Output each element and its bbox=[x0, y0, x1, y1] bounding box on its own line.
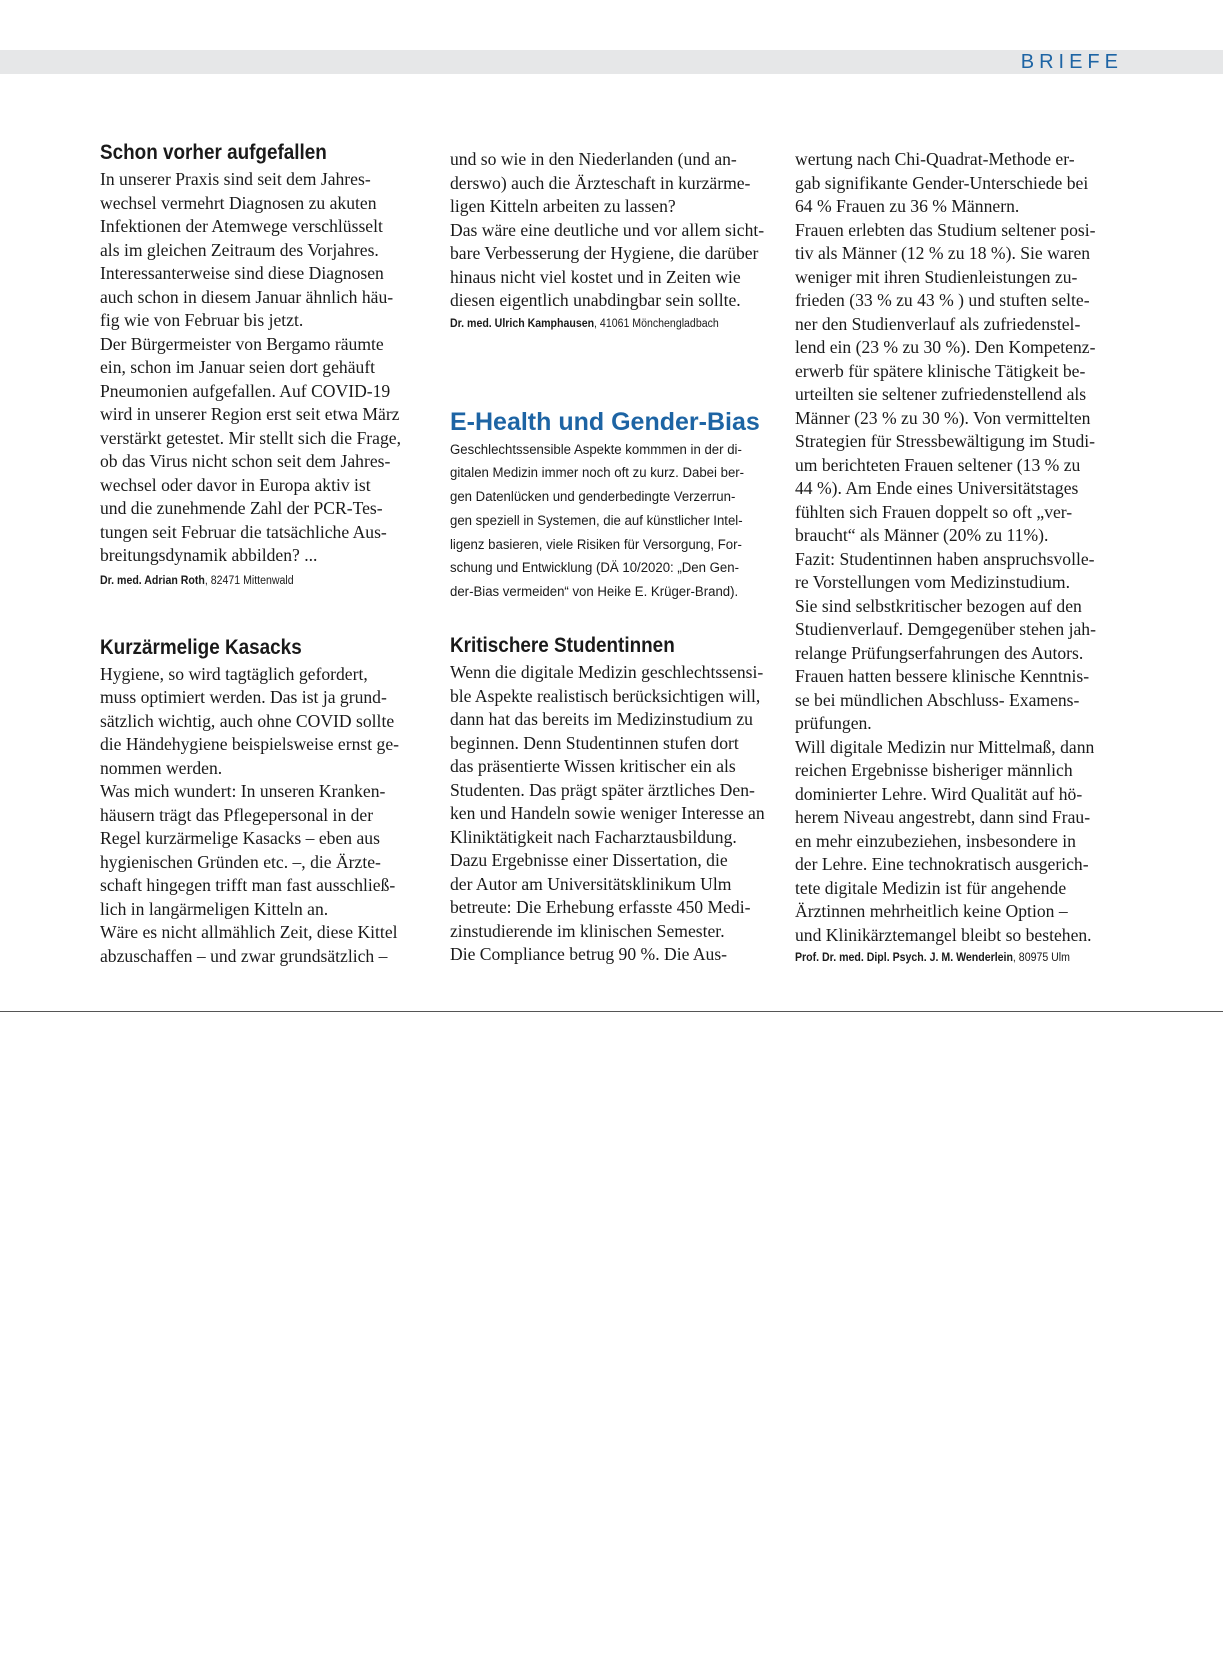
letter-3-line: prüfungen. bbox=[795, 713, 872, 733]
letter-1-signature bbox=[100, 572, 404, 590]
topic-lead-line: gen Datenlücken und genderbedingte Verzerrun- bbox=[450, 489, 736, 506]
letter-2-line: die Händehygiene beispielsweise ernst ge- bbox=[100, 734, 399, 754]
topic-lead-line: Geschlechtssensible Aspekte kommmen in der di- bbox=[450, 441, 742, 458]
topic-lead-line: der-Bias vermeiden“ von Heike E. Krüger-Brand). bbox=[450, 584, 739, 601]
letter-3-signature bbox=[795, 949, 1099, 967]
letter-3-line: herem Niveau angestrebt, dann sind Frau- bbox=[795, 807, 1091, 827]
letter-1-line: verstärkt getestet. Mir stellt sich die Frage, bbox=[100, 427, 401, 448]
letter-3-line: weniger mit ihren Studienleistungen zu- bbox=[795, 266, 1078, 287]
letter-2-line: und so wie in den Niederlanden (und an- bbox=[450, 149, 737, 169]
letter-3-line: erwerb für spätere klinische Tätigkeit be- bbox=[795, 360, 1086, 381]
letter-1-line: auch schon in diesem Januar ähnlich häu- bbox=[100, 286, 394, 307]
column-1 bbox=[100, 138, 430, 968]
letter-3-line: der Autor am Universitätsklinikum Ulm bbox=[450, 873, 732, 894]
letter-1-author: Dr. med. Adrian Roth bbox=[100, 574, 205, 587]
letter-1-title: Schon vorher aufgefallen bbox=[100, 141, 327, 164]
letter-3-line: se bei mündlichen Abschluss- Examens- bbox=[795, 689, 1080, 710]
letter-2-line: Regel kurzärmelige Kasacks – eben aus bbox=[100, 828, 380, 848]
letter-3-line: ner den Studienverlauf als zufriedenstel- bbox=[795, 313, 1081, 334]
column-2 bbox=[450, 148, 780, 967]
letter-3-line: tete digitale Medizin ist für angehende bbox=[795, 877, 1067, 898]
letter-3-line: wertung nach Chi-Quadrat-Methode er- bbox=[795, 149, 1075, 169]
letter-2-line: hinaus nicht viel kostet und in Zeiten wie bbox=[450, 266, 741, 287]
topic-lead-line: gen speziell in Systemen, die auf künstlicher Intel- bbox=[450, 512, 743, 529]
letter-2-line: derswo) auch die Ärzteschaft in kurzärme- bbox=[450, 172, 751, 193]
letter-3-line: dann hat das bereits im Medizinstudium zu bbox=[450, 709, 753, 730]
letter-3-line: reichen Ergebnisse bisheriger männlich bbox=[795, 760, 1073, 780]
letter-3-line: Dazu Ergebnisse einer Dissertation, die bbox=[450, 850, 728, 871]
letter-2-title: Kurzärmelige Kasacks bbox=[100, 635, 302, 659]
letter-3-line: das präsentierte Wissen kritischer ein als bbox=[450, 756, 736, 777]
letter-3-line: Wenn die digitale Medizin geschlechtssensi- bbox=[450, 662, 764, 683]
letter-3-author: Prof. Dr. med. Dipl. Psych. J. M. Wenderlein bbox=[795, 952, 1013, 964]
letter-3-line: ble Aspekte realistisch berücksichtigen will, bbox=[450, 685, 761, 706]
section-label: BRIEFE bbox=[1020, 51, 1123, 73]
letter-2-line: schaft hingegen trifft man fast ausschließ- bbox=[100, 875, 396, 895]
letter-2-line: bare Verbesserung der Hygiene, die darüber bbox=[450, 243, 759, 263]
letter-2-line: lich in langärmeligen Kitteln an. bbox=[100, 898, 329, 919]
letter-3-line: zinstudierende im klinischen Semester. bbox=[450, 920, 725, 941]
letter-3-line: 64 % Frauen zu 36 % Männern. bbox=[795, 196, 1020, 216]
topic-lead-line: gitalen Medizin immer noch oft zu kurz. Dabei ber- bbox=[450, 465, 745, 482]
letter-2-body-part-1 bbox=[100, 663, 430, 969]
letter-1-line: ob das Virus nicht schon seit dem Jahres- bbox=[100, 451, 391, 471]
letter-2-line: Das wäre eine deutliche und vor allem sicht- bbox=[450, 219, 765, 240]
letter-1-line: als im gleichen Zeitraum des Vorjahres. bbox=[100, 239, 379, 260]
letter-3-line: Männer (23 % zu 30 %). Von vermittelten bbox=[795, 407, 1091, 428]
letter-3-line: braucht“ als Männer (20% zu 11%). bbox=[795, 525, 1049, 545]
topic-lead-line: schung und Entwicklung (DÄ 10/2020: „Den Gen- bbox=[450, 560, 739, 577]
letter-3-line: und Klinikärztemangel bleibt so bestehen. bbox=[795, 924, 1092, 945]
footer-rule bbox=[0, 1011, 1223, 1012]
letter-2-line: Was mich wundert: In unseren Kranken- bbox=[100, 781, 386, 801]
letter-2-line: abzuschaffen – und zwar grundsätzlich – bbox=[100, 945, 388, 966]
letter-3-line: urteilten sie seltener zufriedenstellend als bbox=[795, 384, 1087, 404]
letter-3-line: fühlten sich Frauen doppelt so oft „ver- bbox=[795, 501, 1073, 522]
letter-1-line: Pneumonien aufgefallen. Auf COVID-19 bbox=[100, 380, 391, 401]
letter-2-line: hygienischen Gründen etc. –, die Ärzte- bbox=[100, 851, 381, 872]
letter-3-line: um berichteten Frauen seltener (13 % zu bbox=[795, 454, 1081, 475]
letter-1-line: Der Bürgermeister von Bergamo räumte bbox=[100, 333, 384, 354]
letter-3-line: Frauen erlebten das Studium seltener posi- bbox=[795, 219, 1096, 240]
letter-2-place: , 41061 Mönchengladbach bbox=[594, 317, 719, 330]
letter-1-place: , 82471 Mittenwald bbox=[204, 574, 294, 587]
column-3 bbox=[795, 148, 1125, 967]
letter-3-line: 44 %). Am Ende eines Universitätstages bbox=[795, 478, 1079, 498]
letter-3-line: beginnen. Denn Studentinnen stufen dort bbox=[450, 732, 739, 753]
letter-3-line: Strategien für Stressbewältigung im Studi- bbox=[795, 431, 1096, 451]
letter-2-line: häusern trägt das Pflegepersonal in der bbox=[100, 804, 374, 825]
letter-1-line: breitungsdynamik abbilden? ... bbox=[100, 545, 318, 565]
letter-1-line: Interessanterweise sind diese Diagnosen bbox=[100, 263, 384, 283]
letter-3-line: Fazit: Studentinnen haben anspruchsvolle- bbox=[795, 548, 1095, 569]
letter-3-title: Kritischere Studentinnen bbox=[450, 634, 675, 658]
letter-3-line: Sie sind selbstkritischer bezogen auf den bbox=[795, 595, 1082, 616]
letter-2-line: Wäre es nicht allmählich Zeit, diese Kittel bbox=[100, 922, 398, 942]
letter-3-line: dominierter Lehre. Wird Qualität auf hö- bbox=[795, 783, 1083, 804]
letter-2-line: nommen werden. bbox=[100, 757, 223, 778]
letter-3-line: Kliniktätigkeit nach Facharztausbildung. bbox=[450, 826, 737, 847]
letter-3-line: tiv als Männer (12 % zu 18 %). Sie waren bbox=[795, 243, 1091, 263]
letter-1-line: wird in unserer Region erst seit etwa März bbox=[100, 404, 400, 424]
topic-title: E-Health und Gender-Bias bbox=[450, 407, 760, 436]
letter-2-body-part-2 bbox=[450, 148, 780, 313]
letter-3-line: relange Prüfungserfahrungen des Autors. bbox=[795, 642, 1084, 663]
letter-3-line: Frauen hatten bessere klinische Kenntnis- bbox=[795, 666, 1090, 686]
letter-2-author: Dr. med. Ulrich Kamphausen bbox=[450, 317, 595, 330]
letter-3-line: gab signifikante Gender-Unterschiede bei bbox=[795, 172, 1089, 193]
letter-1-line: wechsel vermehrt Diagnosen zu akuten bbox=[100, 192, 377, 213]
topic-lead bbox=[450, 439, 780, 606]
letter-3-line: ken und Handeln sowie weniger Interesse an bbox=[450, 803, 765, 824]
letter-3-line: re Vorstellungen vom Medizinstudium. bbox=[795, 572, 1070, 592]
letter-2-line: sätzlich wichtig, auch ohne COVID sollte bbox=[100, 710, 395, 731]
letter-3-line: lend ein (23 % zu 30 %). Den Kompetenz- bbox=[795, 337, 1096, 357]
letter-3-place: , 80975 Ulm bbox=[1012, 952, 1070, 964]
letter-3-line: frieden (33 % zu 43 % ) und stuften selte- bbox=[795, 290, 1090, 310]
letter-3-line: betreute: Die Erhebung erfasste 450 Medi- bbox=[450, 897, 751, 918]
letter-3-line: en mehr einzubeziehen, insbesondere in bbox=[795, 830, 1076, 851]
letter-3-line: Will digitale Medizin nur Mittelmaß, dann bbox=[795, 736, 1095, 757]
letter-1-line: und die zunehmende Zahl der PCR-Tes- bbox=[100, 498, 383, 518]
letter-1-line: wechsel oder davor in Europa aktiv ist bbox=[100, 474, 371, 495]
letter-3-line: Ärztinnen mehrheitlich keine Option – bbox=[795, 901, 1068, 921]
letter-2-line: ligen Kitteln arbeiten zu lassen? bbox=[450, 196, 676, 216]
letter-2-signature bbox=[450, 315, 754, 333]
letter-3-body-part-1 bbox=[450, 661, 780, 967]
letter-3-line: Studienverlauf. Demgegenüber stehen jah- bbox=[795, 619, 1096, 639]
letter-3-body-part-2 bbox=[795, 148, 1125, 947]
letter-3-line: der Lehre. Eine technokratisch ausgerich- bbox=[795, 854, 1089, 874]
letter-2-line: muss optimiert werden. Das ist ja grund- bbox=[100, 687, 387, 707]
letter-1-line: ein, schon im Januar seien dort gehäuft bbox=[100, 357, 376, 377]
letter-1-line: Infektionen der Atemwege verschlüsselt bbox=[100, 216, 383, 236]
letter-1-line: fig wie von Februar bis jetzt. bbox=[100, 310, 304, 330]
letter-3-line: Die Compliance betrug 90 %. Die Aus- bbox=[450, 944, 728, 965]
topic-lead-line: ligenz basieren, viele Risiken für Versorgung, For- bbox=[450, 536, 742, 553]
letter-2-line: diesen eigentlich unabdingbar sein sollte. bbox=[450, 290, 741, 310]
letter-1-body bbox=[100, 168, 430, 568]
letter-1-line: tungen seit Februar die tatsächliche Aus- bbox=[100, 521, 387, 542]
letter-1-line: In unserer Praxis sind seit dem Jahres- bbox=[100, 169, 371, 189]
letter-2-line: Hygiene, so wird tagtäglich gefordert, bbox=[100, 663, 368, 684]
letter-3-line: Studenten. Das prägt später ärztliches Den- bbox=[450, 779, 755, 800]
